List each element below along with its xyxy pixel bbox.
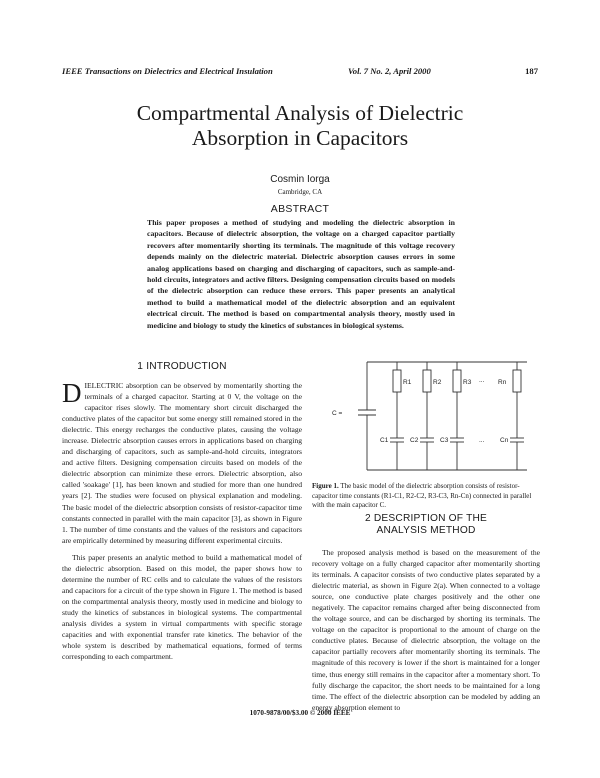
page-number: 187 — [525, 66, 538, 76]
left-column — [62, 380, 302, 662]
intro-paragraph-2: This paper presents an analytic method to build a mathematical model of the dielectric absorption. Based on this model, the paper shows how to determine the number of RC cells and to calculate the values of the resistors and capacitors for a circuit of the type shown in Figure 1. The method is based on the compartmental analysis theory, mostly used in medicine and biology to study the kinetics of substances in biological systems. The compartmental analysis divides a system in virtual compartments with specific storage capacities and with exponential transfer rate kinetics. The behavior of the whole system is described by mathematical equations, formed of terms corresponding to each compartment. — [62, 552, 302, 662]
label-c1: C1 — [380, 437, 389, 444]
label-cn: Cn — [500, 437, 509, 444]
author-name: Cosmin Iorga — [270, 174, 330, 185]
volume-info: Vol. 7 No. 2, April 2000 — [348, 66, 431, 76]
abstract-heading: ABSTRACT — [270, 203, 330, 215]
intro-paragraph-1 — [62, 380, 302, 546]
caption-label: Figure 1. — [312, 482, 339, 490]
running-header — [62, 66, 538, 80]
copyright-footer: 1070-9878/00/$3.00 © 2000 IEEE — [249, 709, 351, 717]
section-2-heading — [312, 513, 540, 537]
intro-paragraph-1-text: IELECTRIC absorption can be observed by momentarily shorting the terminals of a charged capacitor. Starting at 0 V, the voltage on the capacitor rises slowly. The momentary short circuit discharged the conductive plates of the capacitor but some energy still remained stored in the dielectric. This energy recharges the conductive plates, causing the voltage increase. Dielectric absorption causes errors in applications based on charging and discharging of capacitors, such as sample-and-hold circuits, integrators and active filters. Designing compensation circuits based on models of the dielectric absorption can minimize these errors. Dielectric absorption, also called 'soakage' [1], has been known and studied for more than one hundred years [2]. The studies were focused on physical explanation and modeling. The basic model of the dielectric absorption consists of resistor-capacitor time constants connected in parallel with the main capacitor [3], as shown in Figure 1. The number of time constants and the values of the resistors and capacitors are empirically determined by measuring different experimental circuits. — [62, 381, 302, 545]
label-r2: R2 — [433, 379, 442, 386]
label-r3: R3 — [463, 379, 472, 386]
figure-1-caption — [312, 482, 540, 511]
label-c2: C2 — [410, 437, 419, 444]
label-main-capacitor: C = — [332, 410, 343, 417]
drop-cap: D — [62, 378, 82, 408]
section-2-heading-line1: 2 DESCRIPTION OF THE — [364, 513, 488, 524]
caption-text: The basic model of the dielectric absorption consists of resistor-capacitor time constants (R1-C1, R2-C2, R3-C3, Rn-Cn) connected in parallel with the main capacitor C. — [312, 482, 532, 509]
label-dots-capacitors: ... — [479, 437, 485, 444]
figure-1-circuit — [312, 352, 540, 480]
label-r1: R1 — [403, 379, 412, 386]
section-2-heading-line2: ANALYSIS METHOD — [376, 525, 476, 536]
abstract-text: This paper proposes a method of studying and modeling the dielectric absorption in capacitors. Because of dielectric absorption, the voltage on a charged capacitor partially recovers after momentarily shorting its terminals. The magnitude of this voltage recovery depends mainly on the dielectric material. Dielectric absorption causes errors in some analog applications based on charging and discharging of capacitors, such as sample-and-hold circuits, integrators and active filters. Designing compensation circuits based on models of the dielectric absorption can reduce these errors. This paper presents an analytical method to build a mathematical model of the dielectric absorption and an equivalent electrical circuit. The method is based on compartmental analysis theory, mostly used in medicine and biology to study the kinetics of substances in biological systems. — [147, 218, 455, 330]
method-paragraph-1: The proposed analysis method is based on the measurement of the recovery voltage on a fully charged capacitor after momentarily shorting its terminals. A capacitor consists of two conductive plates separated by a dielectric material, as shown in Figure 2(a). When connected to a voltage source, one conductive plate charges positively and the other one negatively. The capacitor remains charged after being disconnected from the voltage source, and can be discharged by shorting its terminals. The voltage on the capacitor is proportional to the amount of charge on the conductive plates. Because of dielectric absorption, the voltage on the capacitor partially recovers after momentarily shorting its terminals. The magnitude of this recovery is lower if the short is maintained for a longer time, thus energy still remains in the capacitor after a momentary short. To fully discharge the capacitor, the short needs to be maintained for a long time. The effect of the dielectric absorption can be modeled by adding an energy absorption element to — [312, 548, 540, 712]
author-affiliation: Cambridge, CA — [277, 188, 323, 196]
label-dots-resistors: ... — [479, 377, 485, 384]
label-rn: Rn — [498, 379, 507, 386]
right-column — [312, 547, 540, 713]
paper-title: Compartmental Analysis of Dielectric Absorption in Capacitors — [136, 101, 464, 150]
label-c3: C3 — [440, 437, 449, 444]
section-1-heading: 1 INTRODUCTION — [137, 361, 227, 372]
journal-name: IEEE Transactions on Dielectrics and Electrical Insulation — [62, 66, 273, 76]
